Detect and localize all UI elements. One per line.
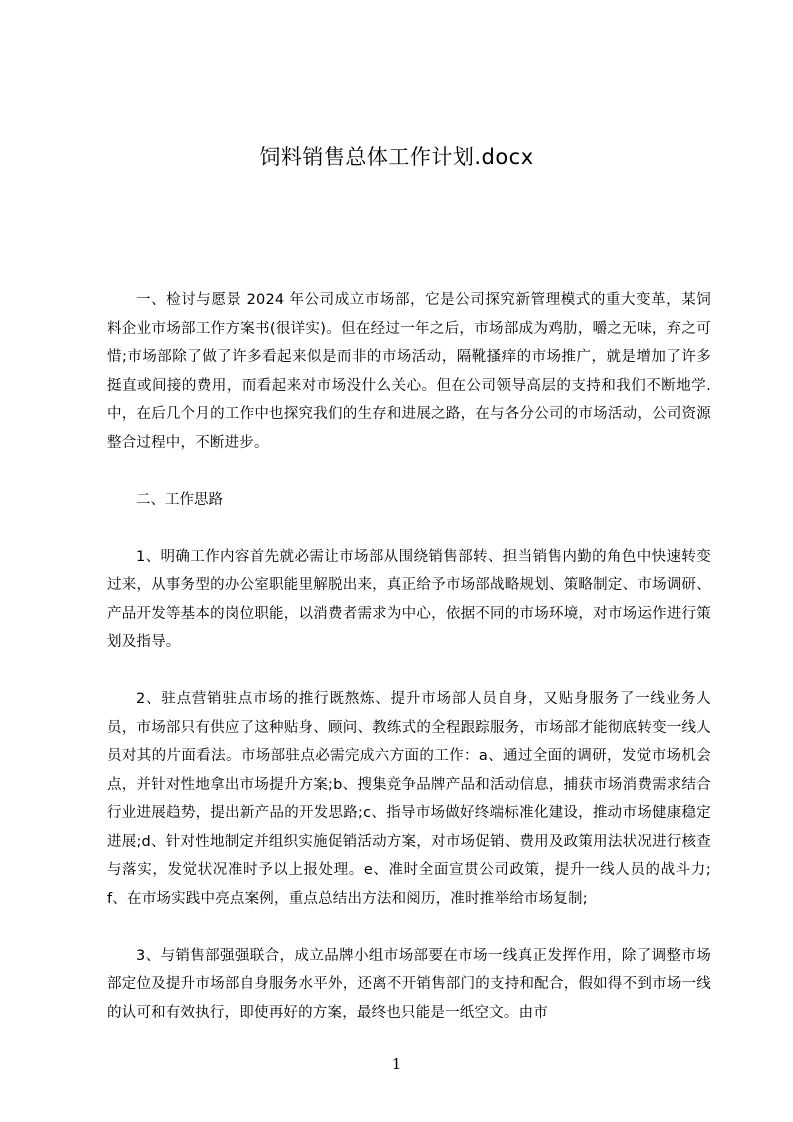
- paragraph-spacer: [107, 514, 711, 543]
- paragraph-review-and-vision: 一、检讨与愿景 2024 年公司成立市场部，它是公司探究新管理模式的重大变革，某饲料企业市场部工作方案书(很详实)。但在经过一年之后，市场部成为鸡肋，嚼之无味，弃之可惜;市场部除了做了许多看起来似是而非的市场活动，隔靴搔痒的市场推广，就是增加了许多挺直或间接的费用，而看起来对市场没什么关心。但在公司领导高层的支持和我们不断地学. 中，在后几个月的工作中也探究我们的生存和进展之路，在与各分公司的市场活动，公司资源整合过程中，不断进步。: [107, 292, 711, 451]
- paragraph-clarify-work-content: 1、明确工作内容首先就必需让市场部从围绕销售部转、担当销售内勤的角色中快速转变过来，从事务型的办公室职能里解脱出来，真正给予市场部战略规划、策略制定、市场调研、产品开发等基本的岗位职能，以消费者需求为中心，依据不同的市场环境，对市场运作进行策划及指导。: [107, 548, 711, 650]
- section-heading-work-ideas: 二、工作思路: [136, 491, 223, 508]
- paragraph-on-site-marketing: 2、驻点营销驻点市场的推行既熬炼、提升市场部人员自身，又贴身服务了一线业务人员，市场部只有供应了这种贴身、顾问、教练式的全程跟踪服务，市场部才能彻底转变一线人员对其的片面看法。市场部驻点必需完成六方面的工作：a、通过全面的调研，发觉市场机会点，并针对性地拿出市场提升方案;b、搜集竞争品牌产品和活动信息，捕获市场消费需求结合行业进展趋势，提出新产品的开发思路;c、指导市场做好终端标准化建设，推动市场健康稳定进展;d、针对性地制定并组织实施促销活动方案，对市场促销、费用及政策用法状况进行核查与落实，发觉状况准时予以上报处理。e、准时全面宣贯公司政策，提升一线人员的战斗力;f、在市场实践中亮点案例，重点总结出方法和阅历，准时推举给市场复制;: [107, 691, 711, 907]
- paragraph-spacer: [107, 657, 711, 686]
- paragraph-spacer: [107, 913, 711, 942]
- document-title: 饲料销售总体工作计划.docx: [259, 145, 534, 169]
- document-body: [107, 286, 711, 1027]
- paragraph-joint-with-sales: 3、与销售部强强联合，成立品牌小组市场部要在市场一线真正发挥作用，除了调整市场部定位及提升市场部自身服务水平外，还离不开销售部门的支持和配合，假如得不到市场一线的认可和有效执行，即使再好的方案，最终也只能是一纸空文。由市: [107, 947, 711, 1021]
- paragraph-spacer: [107, 457, 711, 486]
- page-number: 1: [391, 1055, 402, 1073]
